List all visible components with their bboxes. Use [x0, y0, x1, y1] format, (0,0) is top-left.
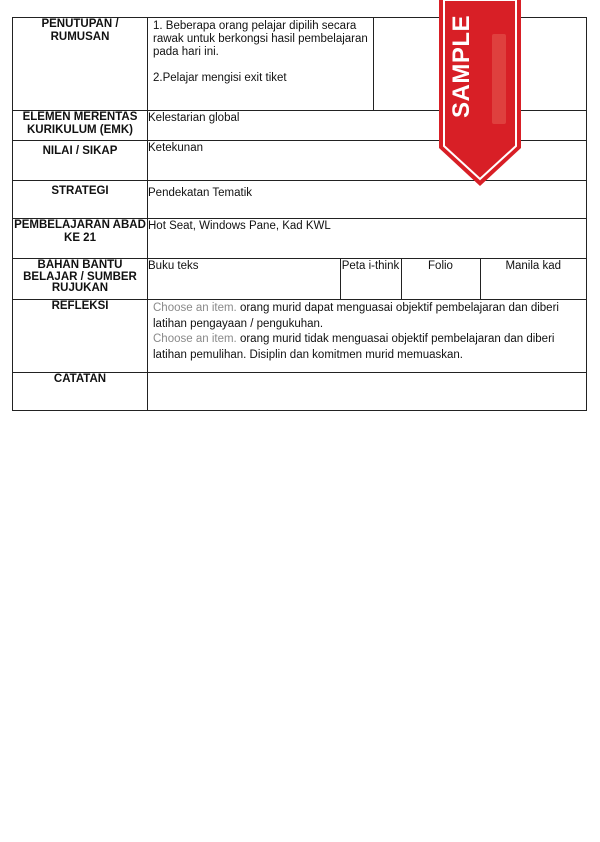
penutupan-line2: 2.Pelajar mengisi exit tiket	[153, 72, 287, 84]
sample-badge-text: SAMPLE	[448, 14, 475, 118]
abad21-label: PEMBELAJARAN ABAD KE 21	[13, 219, 148, 259]
penutupan-line1: 1. Beberapa orang pelajar dipilih secara rawak untuk berkongsi hasil pembelajaran pada hari ini.	[153, 20, 368, 58]
choose-item-dropdown[interactable]: Choose an item.	[153, 333, 237, 345]
row-strategi	[13, 181, 587, 219]
refleksi-text2: orang murid tidak menguasai objektif pembelajaran dan diberi latihan pemulihan. Disiplin dan komitmen murid memuaskan.	[153, 333, 555, 361]
refleksi-text1: orang murid dapat menguasai objektif pembelajaran dan diberi latihan pengayaan / pengukuhan.	[153, 302, 559, 330]
catatan-label: CATATAN	[13, 373, 148, 411]
abad21-value: Hot Seat, Windows Pane, Kad KWL	[148, 219, 587, 259]
bbm-items	[148, 259, 586, 299]
bbm-cell	[148, 259, 587, 300]
strategi-value: Pendekatan Tematik	[148, 181, 587, 219]
bbm-item: Peta i-think	[340, 259, 401, 299]
emk-label: ELEMEN MERENTAS KURIKULUM (EMK)	[13, 111, 148, 141]
row-bbm	[13, 259, 587, 300]
catatan-value	[148, 373, 587, 411]
emk-value: Kelestarian global	[148, 111, 587, 141]
bbm-item: Folio	[401, 259, 480, 299]
refleksi-label: REFLEKSI	[13, 300, 148, 373]
bbm-item: Buku teks	[148, 260, 199, 272]
refleksi-para2	[153, 332, 586, 363]
choose-item-dropdown[interactable]: Choose an item.	[153, 302, 237, 314]
nilai-label: NILAI / SIKAP	[13, 141, 148, 181]
penutupan-label: PENUTUPAN / RUMUSAN	[13, 18, 148, 111]
refleksi-para1	[153, 301, 586, 332]
bbm-item: Manila kad	[480, 259, 586, 299]
bbm-label: BAHAN BANTU BELAJAR / SUMBER RUJUKAN	[13, 259, 148, 300]
strategi-label: STRATEGI	[13, 181, 148, 219]
row-catatan	[13, 373, 587, 411]
penutupan-content	[148, 18, 374, 110]
row-abad21	[13, 219, 587, 259]
refleksi-content	[148, 300, 587, 373]
row-refleksi	[13, 300, 587, 373]
sample-badge	[439, 0, 521, 186]
nilai-value: Ketekunan	[148, 141, 587, 181]
